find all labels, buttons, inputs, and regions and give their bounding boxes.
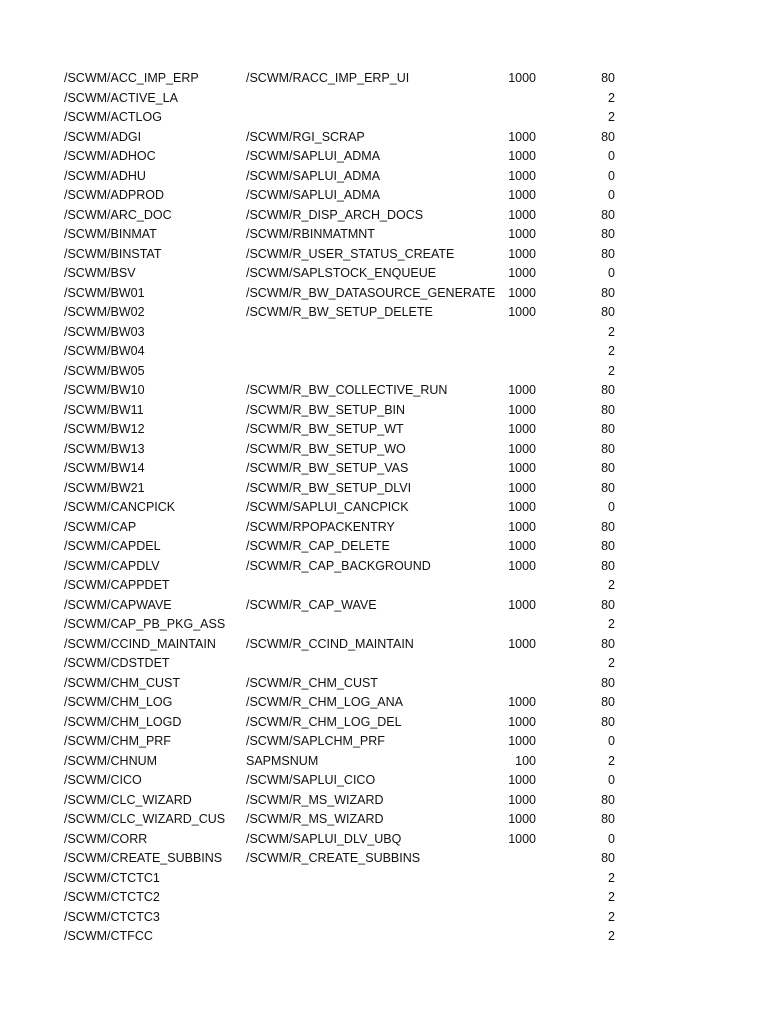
value-cell: 1000 [508, 831, 536, 846]
type-cell: 80 [601, 558, 615, 573]
type-cell: 80 [601, 851, 615, 865]
type-cell: 80 [601, 246, 615, 261]
type-cell: 80 [601, 129, 615, 144]
table-row [0, 459, 768, 479]
table-row [0, 479, 768, 499]
transaction-code-cell: /SCWM/CTCTC2 [64, 890, 160, 904]
table-row [0, 674, 768, 694]
transaction-code-cell: /SCWM/CHNUM [64, 753, 158, 768]
transaction-code-cell: /SCWM/CHM_CUST [64, 675, 180, 690]
transaction-code-cell: /SCWM/ACTLOG [64, 110, 162, 124]
transaction-code-cell: /SCWM/BW13 [64, 441, 145, 456]
program-name-cell: /SCWM/R_CHM_LOG_ANA [246, 695, 403, 709]
type-cell: 2 [608, 753, 615, 768]
value-cell: 1000 [508, 188, 536, 202]
table-row [0, 128, 768, 148]
table-row [0, 713, 768, 733]
transaction-code-cell: /SCWM/BINSTAT [64, 246, 162, 261]
value-cell: 1000 [508, 597, 536, 612]
program-name-cell: /SCWM/SAPLUI_CANCPICK [246, 500, 409, 514]
type-cell: 80 [601, 792, 615, 807]
value-cell: 1000 [508, 227, 536, 241]
type-cell: 80 [601, 461, 615, 475]
program-name-cell: /SCWM/R_DISP_ARCH_DOCS [246, 207, 424, 222]
table-row [0, 596, 768, 616]
program-name-cell: SAPMSNUM [246, 753, 319, 768]
program-name-cell: /SCWM/R_CAP_DELETE [246, 539, 390, 553]
type-cell: 80 [601, 519, 615, 534]
value-cell: 1000 [508, 71, 536, 85]
type-cell: 0 [608, 188, 615, 202]
transaction-code-cell: /SCWM/BW10 [64, 383, 145, 397]
type-cell: 80 [601, 305, 615, 319]
value-cell: 1000 [508, 402, 536, 417]
transaction-table [0, 69, 768, 947]
program-name-cell: /SCWM/R_CAP_WAVE [246, 597, 377, 612]
program-name-cell: /SCWM/R_USER_STATUS_CREATE [246, 246, 455, 261]
table-row [0, 206, 768, 226]
table-row [0, 401, 768, 421]
type-cell: 80 [601, 227, 615, 241]
table-row [0, 284, 768, 304]
transaction-code-cell: /SCWM/ADHU [64, 168, 146, 183]
value-cell: 1000 [508, 246, 536, 261]
transaction-code-cell: /SCWM/CTCTC1 [64, 870, 160, 885]
transaction-code-cell: /SCWM/BW05 [64, 363, 145, 378]
value-cell: 1000 [508, 207, 536, 222]
type-cell: 0 [608, 773, 615, 787]
transaction-code-cell: /SCWM/CLC_WIZARD_CUS [64, 812, 226, 826]
table-row [0, 810, 768, 830]
transaction-code-cell: /SCWM/BW12 [64, 422, 145, 436]
program-name-cell: /SCWM/R_CHM_LOG_DEL [246, 714, 402, 729]
value-cell: 1000 [508, 480, 536, 495]
transaction-code-cell: /SCWM/CICO [64, 773, 142, 787]
type-cell: 2 [608, 870, 615, 885]
type-cell: 80 [601, 539, 615, 553]
program-name-cell: /SCWM/SAPLUI_CICO [246, 773, 376, 787]
transaction-code-cell: /SCWM/CHM_LOG [64, 695, 173, 709]
transaction-code-cell: /SCWM/CTFCC [64, 929, 153, 943]
table-row [0, 869, 768, 889]
program-name-cell: /SCWM/R_CHM_CUST [246, 675, 378, 690]
transaction-code-cell: /SCWM/CAPPDET [64, 578, 170, 592]
transaction-code-cell: /SCWM/CCIND_MAINTAIN [64, 636, 216, 651]
value-cell: 1000 [508, 149, 536, 163]
value-cell: 1000 [508, 792, 536, 807]
transaction-code-cell: /SCWM/BW14 [64, 461, 145, 475]
program-name-cell: /SCWM/R_BW_SETUP_DLVI [246, 480, 412, 495]
type-cell: 80 [601, 441, 615, 456]
program-name-cell: /SCWM/R_BW_SETUP_VAS [246, 461, 409, 475]
type-cell: 0 [608, 734, 615, 748]
value-cell: 100 [515, 753, 536, 768]
value-cell: 1000 [508, 266, 536, 280]
value-cell: 1000 [508, 422, 536, 436]
type-cell: 80 [601, 285, 615, 300]
table-row [0, 362, 768, 382]
value-cell: 1000 [508, 519, 536, 534]
program-name-cell: /SCWM/SAPLUI_ADMA [246, 188, 381, 202]
program-name-cell: /SCWM/R_BW_COLLECTIVE_RUN [246, 383, 448, 397]
type-cell: 80 [601, 636, 615, 651]
transaction-code-cell: /SCWM/CHM_PRF [64, 734, 171, 748]
type-cell: 80 [601, 714, 615, 729]
transaction-code-cell: /SCWM/CAP_PB_PKG_ASS [64, 617, 226, 631]
type-cell: 80 [601, 597, 615, 612]
transaction-code-cell: /SCWM/CAPDLV [64, 558, 160, 573]
table-row [0, 752, 768, 772]
table-row [0, 518, 768, 538]
transaction-code-cell: /SCWM/ACTIVE_LA [64, 90, 178, 105]
type-cell: 0 [608, 149, 615, 163]
value-cell: 1000 [508, 285, 536, 300]
transaction-code-cell: /SCWM/CAP [64, 519, 137, 534]
value-cell: 1000 [508, 734, 536, 748]
value-cell: 1000 [508, 383, 536, 397]
transaction-code-cell: /SCWM/CTCTC3 [64, 909, 160, 924]
table-row [0, 791, 768, 811]
table-row [0, 303, 768, 323]
transaction-code-cell: /SCWM/CDSTDET [64, 656, 170, 670]
type-cell: 80 [601, 422, 615, 436]
transaction-code-cell: /SCWM/CREATE_SUBBINS [64, 851, 223, 865]
program-name-cell: /SCWM/RGI_SCRAP [246, 129, 365, 144]
table-row [0, 732, 768, 752]
transaction-code-cell: /SCWM/CHM_LOGD [64, 714, 182, 729]
transaction-code-cell: /SCWM/ADHOC [64, 149, 156, 163]
program-name-cell: /SCWM/R_BW_SETUP_WT [246, 422, 404, 436]
type-cell: 2 [608, 890, 615, 904]
program-name-cell: /SCWM/SAPLSTOCK_ENQUEUE [246, 266, 437, 280]
table-row [0, 264, 768, 284]
table-row [0, 69, 768, 89]
type-cell: 2 [608, 578, 615, 592]
transaction-code-cell: /SCWM/CANCPICK [64, 500, 176, 514]
table-row [0, 323, 768, 343]
type-cell: 2 [608, 363, 615, 378]
table-row [0, 927, 768, 947]
table-row [0, 245, 768, 265]
table-row [0, 89, 768, 109]
value-cell: 1000 [508, 168, 536, 183]
table-row [0, 167, 768, 187]
program-name-cell: /SCWM/RPOPACKENTRY [246, 519, 395, 534]
type-cell: 80 [601, 695, 615, 709]
type-cell: 2 [608, 929, 615, 943]
table-row [0, 381, 768, 401]
type-cell: 2 [608, 110, 615, 124]
program-name-cell: /SCWM/R_CCIND_MAINTAIN [246, 636, 414, 651]
table-row [0, 225, 768, 245]
table-row [0, 693, 768, 713]
value-cell: 1000 [508, 714, 536, 729]
program-name-cell: /SCWM/SAPLCHM_PRF [246, 734, 385, 748]
program-name-cell: /SCWM/R_BW_SETUP_WO [246, 441, 406, 456]
type-cell: 2 [608, 344, 615, 358]
type-cell: 80 [601, 675, 615, 690]
transaction-code-cell: /SCWM/ACC_IMP_ERP [64, 71, 199, 85]
transaction-code-cell: /SCWM/BW21 [64, 480, 145, 495]
type-cell: 0 [608, 168, 615, 183]
transaction-code-cell: /SCWM/BW11 [64, 402, 144, 417]
program-name-cell: /SCWM/R_BW_DATASOURCE_GENERATE [246, 285, 496, 300]
table-row [0, 576, 768, 596]
type-cell: 2 [608, 617, 615, 631]
value-cell: 1000 [508, 812, 536, 826]
value-cell: 1000 [508, 305, 536, 319]
program-name-cell: /SCWM/SAPLUI_ADMA [246, 149, 381, 163]
transaction-code-cell: /SCWM/BW02 [64, 305, 145, 319]
transaction-code-cell: /SCWM/BW01 [64, 285, 145, 300]
transaction-code-cell: /SCWM/ADPROD [64, 188, 164, 202]
table-row [0, 342, 768, 362]
program-name-cell: /SCWM/R_MS_WIZARD [246, 792, 384, 807]
table-row [0, 498, 768, 518]
table-row [0, 420, 768, 440]
type-cell: 2 [608, 656, 615, 670]
type-cell: 2 [608, 90, 615, 105]
program-name-cell: /SCWM/SAPLUI_DLV_UBQ [246, 831, 402, 846]
type-cell: 80 [601, 71, 615, 85]
program-name-cell: /SCWM/R_BW_SETUP_BIN [246, 402, 406, 417]
value-cell: 1000 [508, 695, 536, 709]
table-row [0, 888, 768, 908]
table-row [0, 186, 768, 206]
type-cell: 80 [601, 402, 615, 417]
transaction-code-cell: /SCWM/ADGI [64, 129, 142, 144]
type-cell: 0 [608, 831, 615, 846]
value-cell: 1000 [508, 461, 536, 475]
value-cell: 1000 [508, 441, 536, 456]
table-row [0, 147, 768, 167]
type-cell: 0 [608, 500, 615, 514]
transaction-code-cell: /SCWM/CORR [64, 831, 148, 846]
value-cell: 1000 [508, 558, 536, 573]
transaction-code-cell: /SCWM/BW03 [64, 324, 145, 339]
program-name-cell: /SCWM/SAPLUI_ADMA [246, 168, 381, 183]
transaction-code-cell: /SCWM/BINMAT [64, 227, 157, 241]
value-cell: 1000 [508, 539, 536, 553]
table-row [0, 537, 768, 557]
table-row [0, 557, 768, 577]
table-row [0, 635, 768, 655]
table-row [0, 615, 768, 635]
table-row [0, 654, 768, 674]
table-row [0, 849, 768, 869]
type-cell: 80 [601, 383, 615, 397]
program-name-cell: /SCWM/R_CAP_BACKGROUND [246, 558, 431, 573]
program-name-cell: /SCWM/RBINMATMNT [246, 227, 375, 241]
program-name-cell: /SCWM/R_CREATE_SUBBINS [246, 851, 421, 865]
value-cell: 1000 [508, 636, 536, 651]
transaction-code-cell: /SCWM/CAPDEL [64, 539, 161, 553]
type-cell: 2 [608, 909, 615, 924]
value-cell: 1000 [508, 129, 536, 144]
transaction-code-cell: /SCWM/CLC_WIZARD [64, 792, 192, 807]
type-cell: 0 [608, 266, 615, 280]
value-cell: 1000 [508, 773, 536, 787]
transaction-code-cell: /SCWM/BSV [64, 266, 136, 280]
table-row [0, 771, 768, 791]
table-row [0, 908, 768, 928]
type-cell: 80 [601, 207, 615, 222]
value-cell: 1000 [508, 500, 536, 514]
type-cell: 80 [601, 812, 615, 826]
table-row [0, 108, 768, 128]
transaction-code-cell: /SCWM/CAPWAVE [64, 597, 172, 612]
transaction-code-cell: /SCWM/ARC_DOC [64, 207, 172, 222]
type-cell: 80 [601, 480, 615, 495]
type-cell: 2 [608, 324, 615, 339]
transaction-code-cell: /SCWM/BW04 [64, 344, 145, 358]
program-name-cell: /SCWM/R_MS_WIZARD [246, 812, 384, 826]
program-name-cell: /SCWM/R_BW_SETUP_DELETE [246, 305, 433, 319]
table-row [0, 440, 768, 460]
program-name-cell: /SCWM/RACC_IMP_ERP_UI [246, 71, 410, 85]
table-row [0, 830, 768, 850]
